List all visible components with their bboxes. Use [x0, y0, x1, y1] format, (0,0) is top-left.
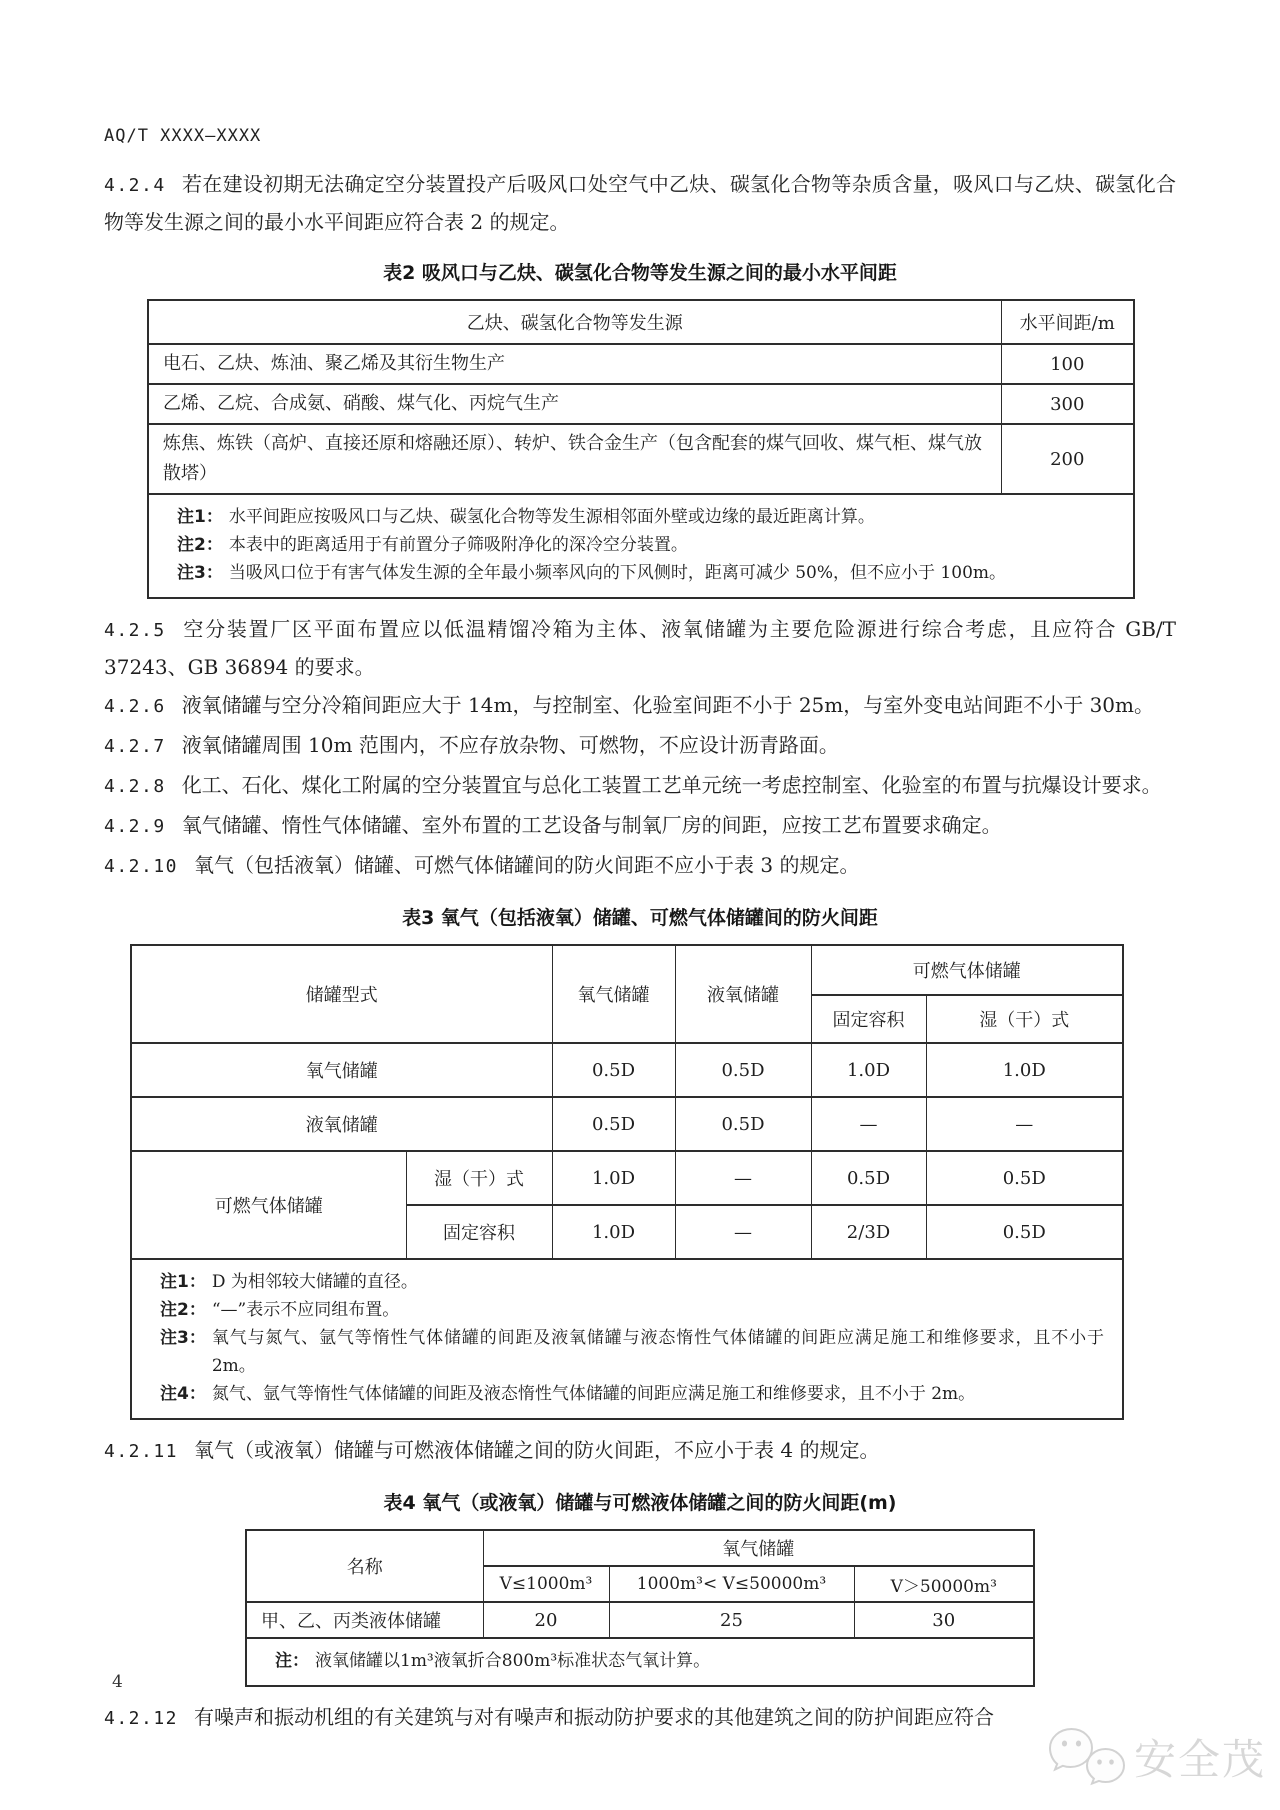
table-cell: 1.0D	[811, 1043, 926, 1097]
column-header: 储罐型式	[131, 945, 552, 1043]
table-cell: —	[675, 1151, 811, 1205]
table-cell: 0.5D	[552, 1043, 675, 1097]
column-header: 氧气储罐	[483, 1530, 1034, 1566]
table-row	[131, 945, 1123, 995]
column-header: V＞50000m³	[854, 1566, 1034, 1602]
note	[275, 1647, 1015, 1675]
table-notes	[148, 494, 1134, 598]
page-number: 4	[112, 1672, 123, 1692]
clause-4-2-5	[104, 611, 1176, 685]
note	[177, 503, 1115, 531]
table-cell: —	[811, 1097, 926, 1151]
table-cell: 0.5D	[552, 1097, 675, 1151]
note-text: 本表中的距离适用于有前置分子筛吸附净化的深冷空分装置。	[228, 535, 688, 555]
clause-number: 4.2.6	[104, 696, 166, 717]
standard-number: AQ/T XXXX—XXXX	[104, 126, 262, 146]
table-notes-row	[148, 494, 1134, 598]
clause-text: 化工、石化、煤化工附属的空分装置宜与总化工装置工艺单元统一考虑控制室、化验室的布置与抗爆设计要求。	[181, 773, 1162, 797]
table-row	[246, 1530, 1034, 1566]
note-label: 注1：	[177, 507, 223, 527]
table-cell: 2/3D	[811, 1205, 926, 1259]
table-cell: 电石、乙炔、炼油、聚乙烯及其衍生物生产	[148, 344, 1001, 384]
table-2	[147, 299, 1135, 599]
column-header: 氧气储罐	[552, 945, 675, 1043]
table-row	[148, 300, 1134, 344]
table-row	[246, 1602, 1034, 1638]
table4-title: 表4 氧气（或液氧）储罐与可燃液体储罐之间的防火间距(m)	[383, 1492, 897, 1514]
table-cell: 200	[1001, 424, 1134, 494]
clause-4-2-11	[104, 1432, 1176, 1470]
table-cell: 1.0D	[552, 1205, 675, 1259]
row-header: 可燃气体储罐	[131, 1151, 406, 1259]
note-text: 当吸风口位于有害气体发生源的全年最小频率风向的下风侧时，距离可减少 50%，但不应小于 100m。	[228, 563, 1007, 583]
clause-text: 有噪声和振动机组的有关建筑与对有噪声和振动防护要求的其他建筑之间的防护间距应符合	[194, 1705, 995, 1729]
clause-4-2-9	[104, 807, 1176, 845]
note-label: 注3：	[177, 563, 223, 583]
note-label: 注2：	[177, 535, 223, 555]
table-notes	[131, 1259, 1123, 1419]
note-text: 氮气、氩气等惰性气体储罐的间距及液态惰性气体储罐的间距应满足施工和维修要求，且不小于 2m。	[211, 1384, 976, 1404]
clause-number: 4.2.8	[104, 776, 166, 797]
row-header: 氧气储罐	[131, 1043, 552, 1097]
wechat-icon	[1048, 1726, 1126, 1788]
clause-4-2-10	[104, 847, 1176, 885]
table-row	[148, 384, 1134, 424]
table-cell: 0.5D	[675, 1097, 811, 1151]
table-4	[245, 1529, 1035, 1687]
table-cell: 300	[1001, 384, 1134, 424]
column-header: 乙炔、碳氢化合物等发生源	[148, 300, 1001, 344]
table-notes-row	[246, 1638, 1034, 1686]
clause-number: 4.2.5	[104, 620, 166, 641]
clause-text: 氧气储罐、惰性气体储罐、室外布置的工艺设备与制氧厂房的间距，应按工艺布置要求确定。	[181, 813, 1002, 837]
column-header: 水平间距/m	[1001, 300, 1134, 344]
clause-4-2-8	[104, 767, 1176, 805]
clause-number: 4.2.7	[104, 736, 166, 757]
table-row	[131, 1097, 1123, 1151]
clause-number: 4.2.9	[104, 816, 166, 837]
table-cell: 1.0D	[926, 1043, 1123, 1097]
clause-text: 液氧储罐与空分冷箱间距应大于 14m，与控制室、化验室间距不小于 25m，与室外变电站间距不小于 30m。	[181, 693, 1155, 717]
table-cell: 20	[483, 1602, 609, 1638]
table-row	[148, 424, 1134, 494]
watermark	[1048, 1726, 1266, 1788]
table-cell: 30	[854, 1602, 1034, 1638]
clause-text: 氧气（包括液氧）储罐、可燃气体储罐间的防火间距不应小于表 3 的规定。	[194, 853, 860, 877]
table-row	[131, 1151, 1123, 1205]
table-notes	[246, 1638, 1034, 1686]
note	[177, 531, 1115, 559]
clause-4-2-7	[104, 727, 1176, 765]
table-row	[131, 1043, 1123, 1097]
note-label: 注：	[275, 1651, 309, 1671]
watermark-text: 安全茂	[1133, 1735, 1266, 1784]
note	[160, 1296, 1104, 1324]
table2-title: 表2 吸风口与乙炔、碳氢化合物等发生源之间的最小水平间距	[383, 262, 897, 284]
note-text: 氧气与氮气、氩气等惰性气体储罐的间距及液氧储罐与液态惰性气体储罐的间距应满足施工和维修要求，且不小于 2m。	[211, 1328, 1104, 1376]
table3-title: 表3 氧气（包括液氧）储罐、可燃气体储罐间的防火间距	[402, 907, 878, 929]
note-label: 注3：	[160, 1328, 206, 1348]
clause-number: 4.2.12	[104, 1708, 179, 1729]
row-header: 液氧储罐	[131, 1097, 552, 1151]
note-label: 注4：	[160, 1384, 206, 1404]
clause-text: 空分装置厂区平面布置应以低温精馏冷箱为主体、液氧储罐为主要危险源进行综合考虑，且应符合 GB/T 37243、GB 36894 的要求。	[104, 617, 1176, 679]
table-row	[148, 344, 1134, 384]
table-cell: 0.5D	[811, 1151, 926, 1205]
table-3	[130, 944, 1124, 1420]
table-cell: 100	[1001, 344, 1134, 384]
clause-number: 4.2.11	[104, 1441, 179, 1462]
row-header: 固定容积	[406, 1205, 552, 1259]
note	[177, 559, 1115, 587]
column-header: 液氧储罐	[675, 945, 811, 1043]
column-header: 湿（干）式	[926, 995, 1123, 1043]
column-header: 1000m³< V≤50000m³	[609, 1566, 854, 1602]
clause-text: 氧气（或液氧）储罐与可燃液体储罐之间的防火间距，不应小于表 4 的规定。	[194, 1438, 880, 1462]
table-cell: 炼焦、炼铁（高炉、直接还原和熔融还原）、转炉、铁合金生产（包含配套的煤气回收、煤气柜、煤气放散塔）	[148, 424, 1001, 494]
clause-number: 4.2.10	[104, 856, 179, 877]
column-header: V≤1000m³	[483, 1566, 609, 1602]
table-cell: 0.5D	[675, 1043, 811, 1097]
table-cell: —	[675, 1205, 811, 1259]
clause-4-2-6	[104, 687, 1176, 725]
note	[160, 1380, 1104, 1408]
row-header: 甲、乙、丙类液体储罐	[246, 1602, 483, 1638]
note-label: 注2：	[160, 1300, 206, 1320]
note-label: 注1：	[160, 1272, 206, 1292]
table-cell: 1.0D	[552, 1151, 675, 1205]
clause-4-2-4	[104, 166, 1176, 240]
clause-4-2-12	[104, 1699, 1176, 1737]
column-header: 固定容积	[811, 995, 926, 1043]
note	[160, 1268, 1104, 1296]
column-header: 名称	[246, 1530, 483, 1602]
table-cell: —	[926, 1097, 1123, 1151]
clause-text: 若在建设初期无法确定空分装置投产后吸风口处空气中乙炔、碳氢化合物等杂质含量，吸风口与乙炔、碳氢化合物等发生源之间的最小水平间距应符合表 2 的规定。	[104, 172, 1176, 234]
table-cell: 25	[609, 1602, 854, 1638]
table-cell: 0.5D	[926, 1151, 1123, 1205]
note-text: 水平间距应按吸风口与乙炔、碳氢化合物等发生源相邻面外壁或边缘的最近距离计算。	[228, 507, 875, 527]
row-header: 湿（干）式	[406, 1151, 552, 1205]
note-text: 液氧储罐以1m³液氧折合800m³标准状态气氧计算。	[315, 1651, 711, 1671]
note-text: D 为相邻较大储罐的直径。	[211, 1272, 418, 1292]
table-cell: 乙烯、乙烷、合成氨、硝酸、煤气化、丙烷气生产	[148, 384, 1001, 424]
clause-number: 4.2.4	[104, 175, 166, 196]
table-cell: 0.5D	[926, 1205, 1123, 1259]
table-notes-row	[131, 1259, 1123, 1419]
note-text: “—”表示不应同组布置。	[211, 1300, 400, 1320]
clause-text: 液氧储罐周围 10m 范围内，不应存放杂物、可燃物，不应设计沥青路面。	[181, 733, 839, 757]
note	[160, 1324, 1104, 1380]
column-header: 可燃气体储罐	[811, 945, 1123, 995]
